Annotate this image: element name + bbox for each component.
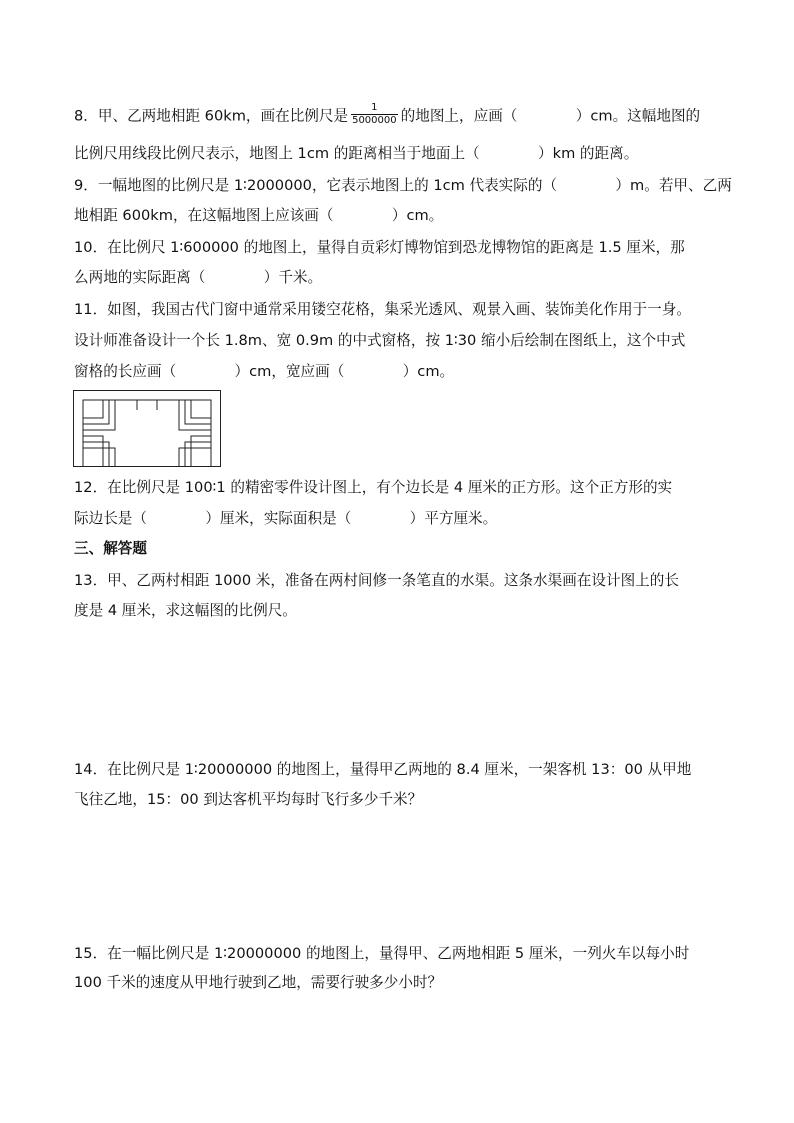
q10-line-1: 10．在比例尺 1∶600000 的地图上，量得自贡彩灯博物馆到恐龙博物馆的距离是 1.5 厘米，那 bbox=[74, 239, 685, 256]
q12-line-1: 12．在比例尺是 100∶1 的精密零件设计图上，有个边长是 4 厘米的正方形。这个正方形的实 bbox=[74, 479, 673, 496]
q13-line-2: 度是 4 厘米，求这幅图的比例尺。 bbox=[74, 602, 297, 619]
lattice-corner-bottom-right bbox=[179, 436, 211, 467]
q12-line-2: 际边长是（ ）厘米，实际面积是（ ）平方厘米。 bbox=[74, 510, 498, 527]
section-3-heading: 三、解答题 bbox=[74, 540, 147, 557]
q15-line-2: 100 千米的速度从甲地行驶到乙地，需要行驶多少小时？ bbox=[74, 974, 443, 991]
chinese-window-lattice-figure bbox=[73, 390, 221, 467]
q8-text-before-fraction: 8．甲、乙两地相距 60km，画在比例尺是 bbox=[74, 107, 349, 125]
q8-text-after-fraction: 的地图上，应画（ ）cm。这幅地图的 bbox=[400, 107, 701, 125]
lattice-corner-bottom-left bbox=[83, 436, 115, 467]
lattice-corner-top-left bbox=[83, 400, 115, 430]
q8-line-1 bbox=[74, 104, 700, 129]
q13-line-1: 13．甲、乙两村相距 1000 米，准备在两村间修一条笔直的水渠。这条水渠画在设计图上的长 bbox=[74, 572, 679, 589]
q14-line-1: 14．在比例尺是 1∶20000000 的地图上，量得甲乙两地的 8.4 厘米，一架客机 13：00 从甲地 bbox=[74, 761, 692, 778]
q11-line-1: 11．如图，我国古代门窗中通常采用镂空花格，集采光透风、观景入画、装饰美化作用于一身。 bbox=[74, 301, 691, 318]
q14-line-2: 飞往乙地，15：00 到达客机平均每时飞行多少千米？ bbox=[74, 791, 423, 808]
window-outer-frame bbox=[74, 391, 221, 467]
q9-line-1: 9．一幅地图的比例尺是 1∶2000000，它表示地图上的 1cm 代表实际的（ ）m。若甲、乙两 bbox=[74, 177, 732, 194]
q11-line-2: 设计师准备设计一个长 1.8m、宽 0.9m 的中式窗格，按 1∶30 缩小后绘制在图纸上，这个中式 bbox=[74, 332, 686, 349]
q9-line-2: 地相距 600km，在这幅地图上应该画（ ）cm。 bbox=[74, 207, 444, 224]
q15-line-1: 15．在一幅比例尺是 1∶20000000 的地图上，量得甲、乙两地相距 5 厘米，一列火车以每小时 bbox=[74, 945, 690, 962]
lattice-corner-top-right bbox=[179, 400, 211, 430]
q10-line-2: 么两地的实际距离（ ）千米。 bbox=[74, 269, 323, 286]
q11-line-3: 窗格的长应画（ ）cm，宽应画（ ）cm。 bbox=[74, 363, 455, 380]
lattice-top-center-bars bbox=[137, 400, 157, 410]
q8-line-2: 比例尺用线段比例尺表示，地图上 1cm 的距离相当于地面上（ ）km 的距离。 bbox=[74, 145, 639, 162]
fraction-numerator: 1 bbox=[351, 102, 398, 115]
scale-fraction bbox=[351, 102, 398, 127]
fraction-denominator: 5000000 bbox=[352, 115, 397, 126]
window-inner-frame bbox=[83, 400, 211, 467]
